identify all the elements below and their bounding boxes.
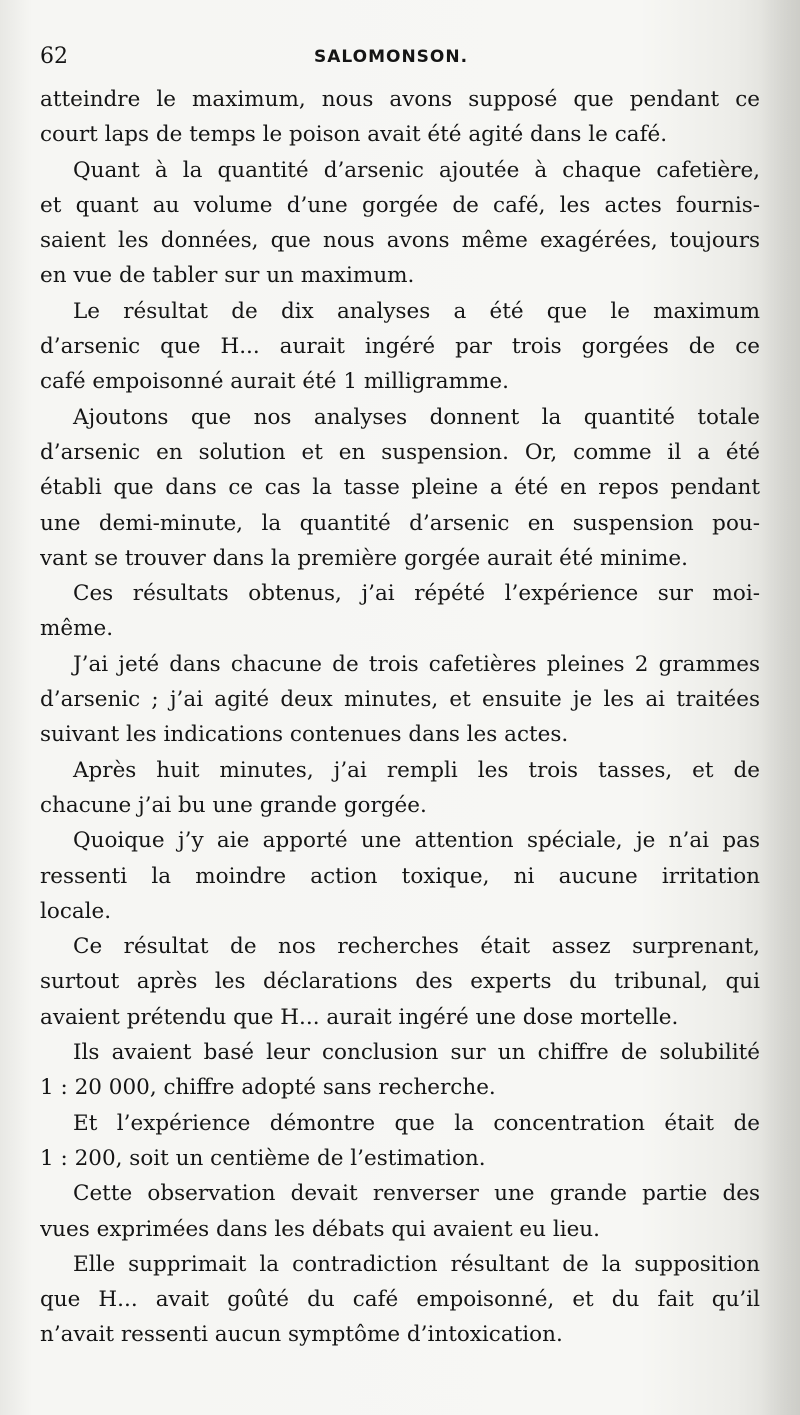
text-line: en vue de tabler sur un maximum. (40, 263, 415, 289)
text-line: saient les données, que nous avons même exagérées, toujours (40, 228, 760, 254)
paragraph (40, 82, 760, 153)
text-line: Et l’expérience démontre que la concentration était de (73, 1110, 760, 1136)
text-line: Quant à la quantité d’arsenic ajoutée à chaque cafetière, (73, 157, 760, 183)
text-line: vues exprimées dans les débats qui avaient eu lieu. (40, 1216, 600, 1242)
paragraph (40, 647, 760, 753)
text-line: d’arsenic que H... aurait ingéré par trois gorgées de ce (40, 334, 760, 360)
text-line: avaient prétendu que H... aurait ingéré une dose mortelle. (40, 1004, 679, 1030)
text-line: d’arsenic ; j’ai agité deux minutes, et ensuite je les ai traitées (40, 687, 760, 713)
paragraph (40, 1035, 760, 1106)
text-line: Ajoutons que nos analyses donnent la quantité totale (73, 404, 760, 430)
text-line: Cette observation devait renverser une grande partie des (73, 1181, 760, 1207)
paragraph (40, 576, 760, 647)
paragraph (40, 929, 760, 1035)
text-line: 1 : 20 000, chiffre adopté sans recherche. (40, 1075, 496, 1101)
page-header (40, 44, 760, 76)
text-line: même. (40, 616, 114, 642)
text-line: Elle supprimait la contradiction résultant de la supposition (73, 1251, 760, 1277)
text-line: une demi-minute, la quantité d’arsenic en suspension pou- (40, 510, 760, 536)
paragraph (40, 153, 760, 294)
text-line: établi que dans ce cas la tasse pleine a été en repos pendant (40, 475, 760, 501)
text-line: n’avait ressenti aucun symptôme d’intoxication. (40, 1322, 563, 1348)
paragraph (40, 753, 760, 824)
text-line: J’ai jeté dans chacune de trois cafetières pleines 2 grammes (73, 651, 760, 677)
text-line: court laps de temps le poison avait été agité dans le café. (40, 122, 668, 148)
page-edge-shadow (760, 0, 800, 1415)
paragraph (40, 294, 760, 400)
paragraph (40, 400, 760, 576)
text-line: ressenti la moindre action toxique, ni aucune irritation (40, 863, 760, 889)
text-line: Le résultat de dix analyses a été que le maximum (73, 298, 760, 324)
text-line: 1 : 200, soit un centième de l’estimation. (40, 1145, 486, 1171)
paragraph (40, 1247, 760, 1353)
text-line: que H... avait goûté du café empoisonné, et du fait qu’il (40, 1287, 760, 1313)
text-line: surtout après les déclarations des experts du tribunal, qui (40, 969, 760, 995)
body-text (40, 82, 760, 1353)
text-line: Quoique j’y aie apporté une attention spéciale, je n’ai pas (73, 828, 760, 854)
text-line: atteindre le maximum, nous avons supposé que pendant ce (40, 87, 760, 112)
text-line: chacune j’ai bu une grande gorgée. (40, 792, 427, 818)
paragraph (40, 1176, 760, 1247)
page-number: 62 (40, 44, 68, 69)
text-line: suivant les indications contenues dans les actes. (40, 722, 569, 748)
text-line: Ils avaient basé leur conclusion sur un chiffre de solubilité (73, 1040, 760, 1066)
text-line: Après huit minutes, j’ai rempli les trois tasses, et de (73, 757, 760, 783)
text-line: café empoisonné aurait été 1 milligramme. (40, 369, 509, 395)
text-line: locale. (40, 898, 112, 924)
text-line: vant se trouver dans la première gorgée aurait été minime. (40, 545, 688, 571)
paragraph (40, 1106, 760, 1177)
paragraph (40, 823, 760, 929)
text-line: Ces résultats obtenus, j’ai répété l’expérience sur moi- (73, 581, 760, 607)
text-line: et quant au volume d’une gorgée de café, les actes fournis- (40, 192, 760, 218)
text-line: d’arsenic en solution et en suspension. Or, comme il a été (40, 439, 760, 465)
running-head: SALOMONSON. (314, 47, 469, 67)
text-line: Ce résultat de nos recherches était assez surprenant, (73, 934, 760, 960)
